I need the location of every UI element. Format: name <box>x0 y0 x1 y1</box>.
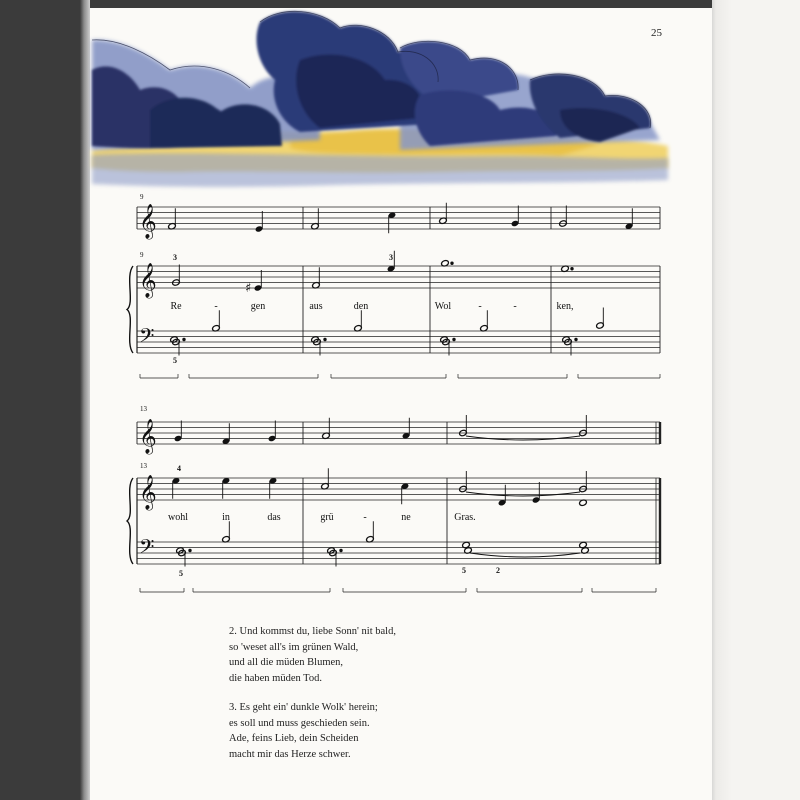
lyric-syllable: - <box>513 301 517 312</box>
verse-line: so 'weset all's im grünen Wald, <box>229 641 359 653</box>
lyric-syllable: - <box>214 301 218 312</box>
lyric-syllable: wohl <box>168 512 188 523</box>
treble-clef-icon: 𝄞 <box>139 263 157 298</box>
note <box>625 208 634 230</box>
note <box>268 421 277 443</box>
fingering-number: 5 <box>179 569 183 578</box>
note <box>172 477 181 499</box>
lyric-syllable: ne <box>401 512 411 523</box>
treble-clef-icon: 𝄞 <box>139 475 157 510</box>
note <box>222 423 231 445</box>
sharp-icon: ♯ <box>245 281 252 296</box>
lyric-syllable: Re <box>170 301 182 312</box>
note <box>480 310 489 332</box>
augmentation-dot <box>324 338 326 340</box>
note <box>168 208 177 230</box>
note <box>269 477 278 499</box>
fingering-number: 3 <box>173 253 177 262</box>
note <box>354 310 363 332</box>
note <box>311 208 320 230</box>
note <box>459 471 468 493</box>
verse-line: es soll und muss geschieden sein. <box>229 717 370 729</box>
lyric-syllable: Wol <box>434 301 452 312</box>
fingering-number: 3 <box>389 253 393 262</box>
brace <box>127 478 133 564</box>
note <box>254 270 263 292</box>
measure-number: 13 <box>140 405 147 413</box>
note <box>559 206 568 228</box>
verse-line: und all die müden Blumen, <box>229 657 344 668</box>
note <box>222 521 231 543</box>
lyric-syllable: - <box>478 301 482 312</box>
treble-clef-icon: 𝄞 <box>139 419 157 454</box>
lyric-syllable: aus <box>309 301 323 312</box>
note <box>579 415 588 437</box>
augmentation-dot <box>189 549 191 551</box>
verse-line: 2. Und kommst du, liebe Sonn' nit bald, <box>229 626 396 637</box>
augmentation-dot <box>340 549 342 551</box>
measure-number: 13 <box>140 462 147 470</box>
verse-line: macht mir das Herze schwer. <box>229 748 351 760</box>
lyric-syllable: Gras. <box>454 512 476 523</box>
note <box>321 468 330 490</box>
fingering-number: 5 <box>173 356 177 365</box>
note <box>255 211 264 233</box>
tie <box>466 492 580 496</box>
bass-clef-icon: 𝄢 <box>139 535 155 563</box>
augmentation-dot <box>451 262 453 264</box>
verse-3 <box>229 700 396 762</box>
note <box>402 418 411 440</box>
note <box>532 482 541 504</box>
note <box>596 308 605 330</box>
note <box>212 310 221 332</box>
note <box>312 267 321 289</box>
note <box>388 212 397 234</box>
note <box>366 521 375 543</box>
note <box>222 477 231 499</box>
lyric-syllable: das <box>267 512 281 523</box>
note <box>401 483 410 505</box>
fingering-number: 2 <box>496 566 500 575</box>
note <box>174 421 183 443</box>
lyric-syllable: gen <box>250 301 266 312</box>
tie <box>466 436 580 440</box>
note <box>459 415 468 437</box>
treble-clef-icon: 𝄞 <box>139 204 157 239</box>
augmentation-dot <box>453 338 455 340</box>
verse-line: Ade, feins Lieb, dein Scheiden <box>229 733 359 744</box>
measure-number: 9 <box>140 193 144 201</box>
page-number: 25 <box>651 27 662 39</box>
note <box>322 418 331 440</box>
augmentation-dot <box>571 268 573 270</box>
note <box>579 471 588 493</box>
note <box>439 203 448 225</box>
augmentation-dot <box>183 338 185 340</box>
note <box>511 206 520 228</box>
note <box>172 265 181 287</box>
lyric-syllable: grü <box>320 512 334 523</box>
tie <box>470 553 580 557</box>
measure-number: 9 <box>140 251 144 259</box>
fingering-number: 4 <box>177 464 181 473</box>
verse-2 <box>229 624 396 686</box>
lyric-syllable: in <box>222 512 230 523</box>
brace <box>127 266 133 353</box>
additional-verses <box>229 624 396 776</box>
fingering-number: 5 <box>462 566 466 575</box>
lyric-syllable: - <box>363 512 367 523</box>
verse-line: 3. Es geht ein' dunkle Wolk' herein; <box>229 702 378 713</box>
augmentation-dot <box>575 338 577 340</box>
lyric-syllable: ken, <box>556 301 574 312</box>
lyric-syllable: den <box>353 301 369 312</box>
bass-clef-icon: 𝄢 <box>139 324 155 352</box>
verse-line: die haben müden Tod. <box>229 672 322 684</box>
